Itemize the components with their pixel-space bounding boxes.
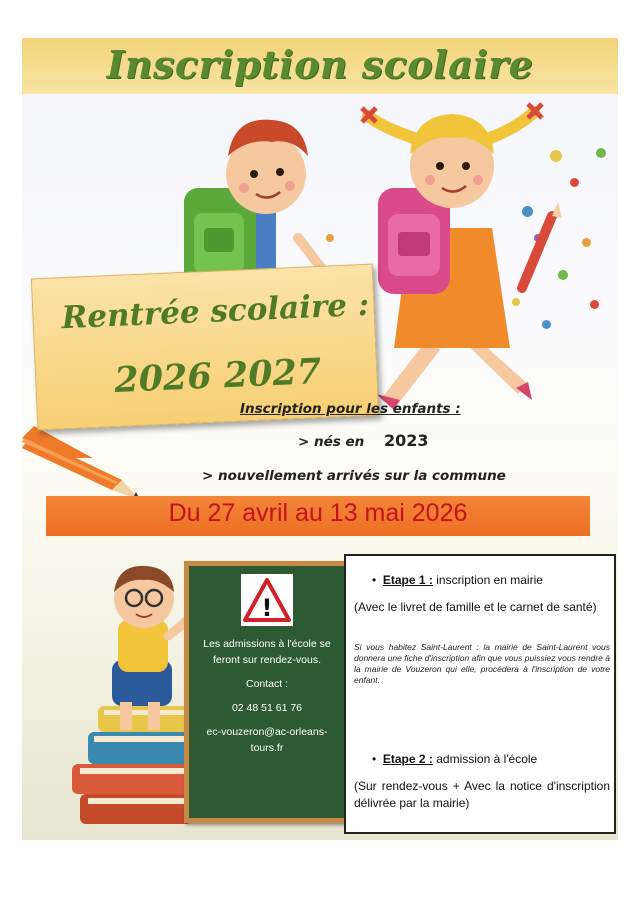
step2-label: Etape 2 :: [382, 752, 433, 766]
admission-notice: Les admissions à l'école se feront sur rendez-vous.: [203, 638, 331, 666]
rentree-title: Rentrée scolaire :: [60, 286, 370, 337]
registration-dates: Du 27 avril au 13 mai 2026: [168, 499, 468, 527]
contact-label: Contact :: [245, 678, 289, 690]
step2-item: [372, 752, 537, 766]
step1-label: Etape 1 :: [382, 573, 433, 587]
step2-note: (Sur rendez-vous + Avec la notice d'inscription délivrée par la mairie): [354, 779, 610, 810]
steps-box: [344, 554, 616, 834]
page-title: Inscription scolaire: [106, 42, 534, 87]
boy-on-books-illustration: [52, 556, 192, 838]
step1-note: (Avec le livret de famille et le carnet de santé): [354, 600, 597, 614]
bullet-icon: •: [372, 573, 377, 587]
contact-chalkboard: [184, 561, 350, 823]
inscription-heading: Inscription pour les enfants :: [240, 401, 461, 417]
warning-icon: [241, 574, 293, 626]
step1-text: inscription en mairie: [432, 573, 543, 587]
warning-mark: !: [261, 594, 273, 622]
step1-item: [372, 573, 543, 587]
girl-illustration: [362, 104, 562, 410]
birth-year-prefix: > nés en: [298, 434, 365, 450]
step1-detail: Si vous habitez Saint-Laurent : la mairie de Saint-Laurent vous donnera une fiche d'inscription afin que vous puissiez vous rendre à la mairie de Vouzeron qui elle, procédera à l'inscription de votre enfant.: [354, 642, 610, 685]
bullet-icon: •: [372, 752, 377, 766]
step2-text: admission à l'école: [432, 752, 538, 766]
new-arrivals: > nouvellement arrivés sur la commune: [202, 468, 506, 484]
email-line2: tours.fr: [250, 742, 284, 754]
school-year: 2026 2027: [113, 350, 323, 401]
email-line1: ec-vouzeron@ac-orleans-: [206, 726, 328, 738]
phone-number: 02 48 51 61 76: [231, 702, 303, 714]
birth-year: 2023: [384, 431, 429, 450]
